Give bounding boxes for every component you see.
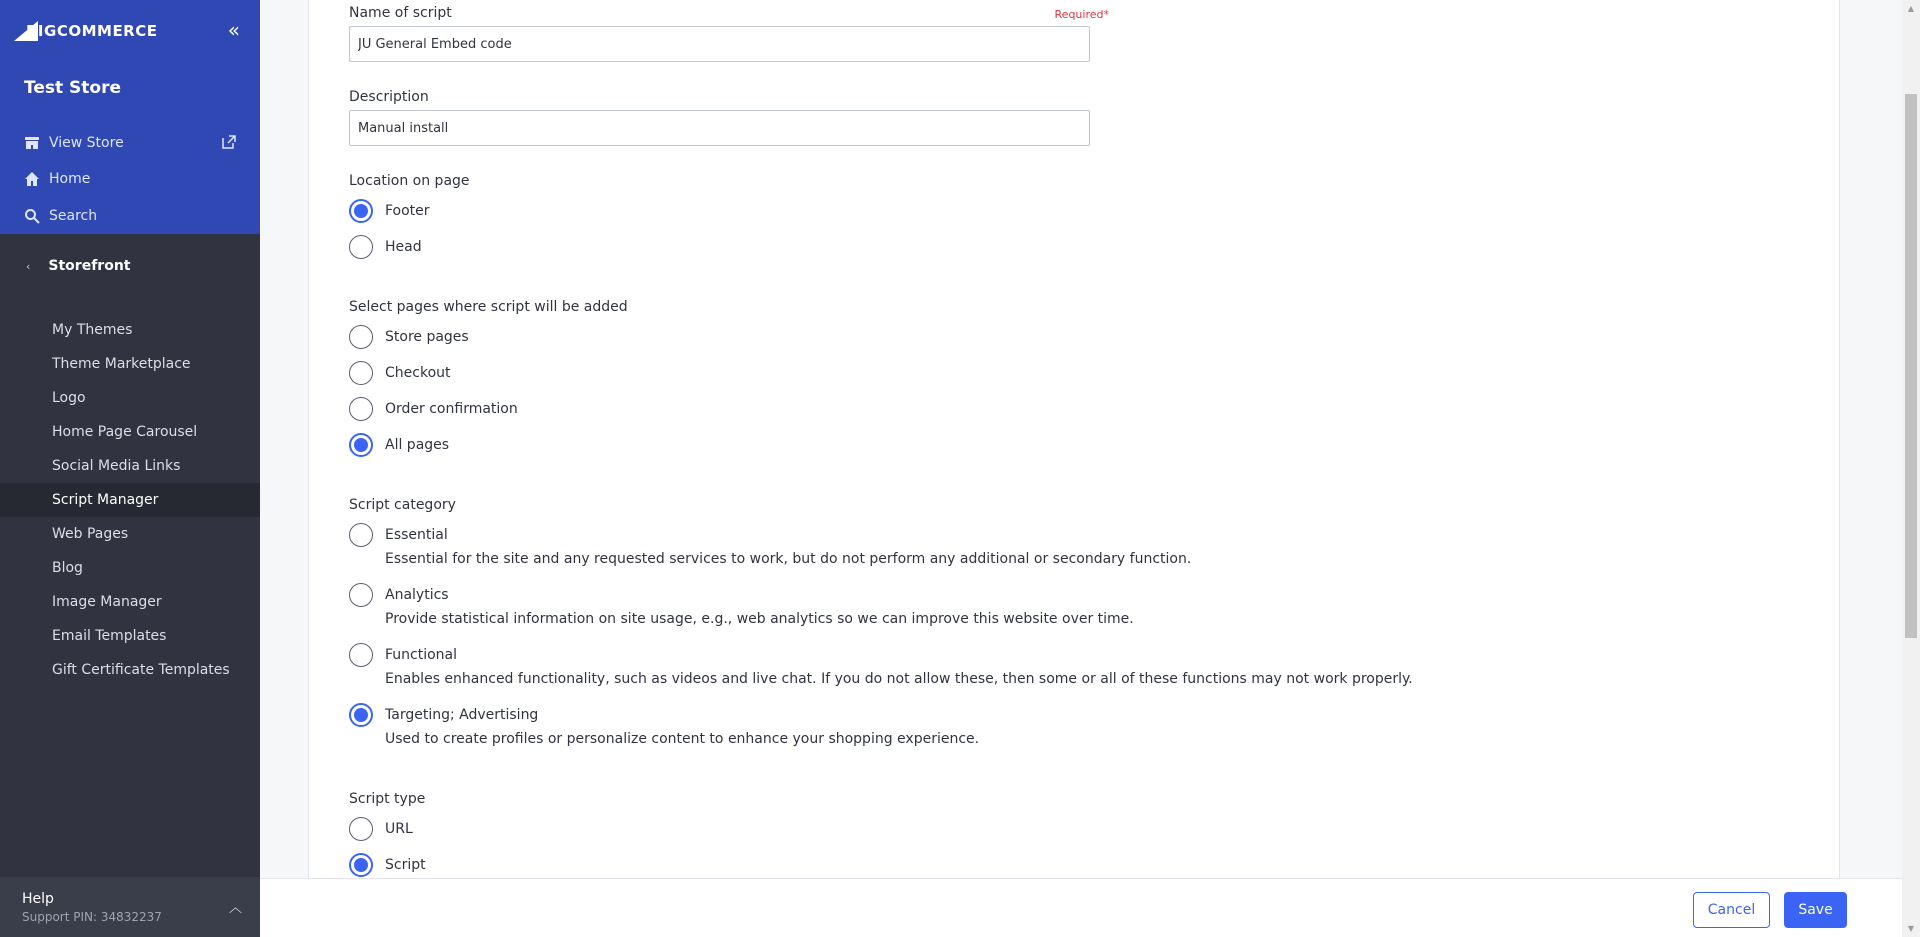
sidebar-item-gift-certificate-templates[interactable]: Gift Certificate Templates: [52, 662, 230, 678]
category-option-targeting[interactable]: [349, 703, 538, 727]
name-of-script-label: Name of script: [349, 5, 452, 21]
cancel-button[interactable]: Cancel: [1693, 892, 1770, 928]
radio-label: Essential: [385, 527, 448, 543]
radio-label: Checkout: [385, 365, 451, 381]
radio-icon[interactable]: [349, 361, 373, 385]
sidebar: [0, 0, 260, 937]
sidebar-item-blog[interactable]: Blog: [52, 560, 83, 576]
location-label: Location on page: [349, 173, 470, 189]
search-icon: [24, 208, 40, 224]
home-icon: [24, 171, 40, 187]
sidebar-item-image-manager[interactable]: Image Manager: [52, 594, 162, 610]
chevron-left-icon: ‹: [26, 259, 31, 273]
script-form-card: [308, 0, 1840, 878]
main-content: [260, 0, 1888, 878]
pages-option-checkout[interactable]: [349, 361, 451, 385]
category-description-essential: Essential for the site and any requested services to work, but do not perform any additional or secondary function.: [385, 551, 1192, 567]
pages-option-all-pages[interactable]: [349, 433, 449, 457]
sidebar-item-my-themes[interactable]: My Themes: [52, 322, 133, 338]
category-label: Script category: [349, 497, 456, 513]
radio-label: Store pages: [385, 329, 469, 345]
radio-label: Script: [385, 857, 426, 873]
search-label: Search: [49, 208, 98, 224]
required-indicator: Required*: [1054, 8, 1109, 21]
logo-text: BIGCOMMERCE: [26, 22, 158, 40]
radio-icon[interactable]: [349, 817, 373, 841]
category-description-functional: Enables enhanced functionality, such as videos and live chat. If you do not allow these, then some or all of these functions may not work properly.: [385, 671, 1413, 687]
radio-icon[interactable]: [349, 397, 373, 421]
radio-icon[interactable]: [349, 325, 373, 349]
radio-label: Footer: [385, 203, 430, 219]
page-scrollbar[interactable]: [1902, 0, 1920, 937]
type-option-url[interactable]: [349, 817, 413, 841]
store-name: Test Store: [24, 78, 121, 98]
sidebar-header: [0, 0, 260, 234]
radio-selected-icon[interactable]: [349, 433, 373, 457]
category-option-functional[interactable]: [349, 643, 457, 667]
sidebar-item-logo[interactable]: Logo: [52, 390, 86, 406]
radio-icon[interactable]: [349, 643, 373, 667]
storefront-icon: [24, 135, 40, 151]
support-pin: Support PIN: 34832237: [22, 910, 162, 924]
pages-option-order-confirmation[interactable]: [349, 397, 518, 421]
category-option-essential[interactable]: [349, 523, 448, 547]
radio-label: All pages: [385, 437, 450, 453]
action-bar: [260, 878, 1902, 937]
scroll-down-arrow-icon[interactable]: ▼: [1907, 924, 1915, 933]
radio-label: Head: [385, 239, 422, 255]
save-button[interactable]: Save: [1784, 892, 1847, 928]
home-label: Home: [49, 171, 91, 187]
sidebar-item-web-pages[interactable]: Web Pages: [52, 526, 129, 542]
search-link[interactable]: [24, 205, 97, 227]
radio-selected-icon[interactable]: [349, 199, 373, 223]
category-option-analytics[interactable]: [349, 583, 449, 607]
radio-selected-icon[interactable]: [349, 853, 373, 877]
radio-label: Order confirmation: [385, 401, 518, 417]
category-description-targeting: Used to create profiles or personalize content to enhance your shopping experience.: [385, 731, 980, 747]
sidebar-item-social-media-links[interactable]: Social Media Links: [52, 458, 181, 474]
home-link[interactable]: [24, 168, 90, 190]
radio-label: Targeting; Advertising: [385, 707, 539, 723]
sidebar-item-script-manager[interactable]: Script Manager: [0, 483, 260, 517]
view-store-link[interactable]: [24, 132, 124, 154]
type-option-script[interactable]: [349, 853, 426, 877]
sidebar-item-home-page-carousel[interactable]: Home Page Carousel: [52, 424, 198, 440]
help-panel[interactable]: [0, 877, 260, 937]
scroll-thumb[interactable]: [1905, 94, 1917, 638]
view-store-label: View Store: [49, 135, 124, 151]
radio-label: Analytics: [385, 587, 449, 603]
sidebar-item-theme-marketplace[interactable]: Theme Marketplace: [52, 356, 191, 372]
location-option-footer[interactable]: [349, 199, 430, 223]
radio-icon[interactable]: [349, 235, 373, 259]
description-label: Description: [349, 89, 429, 105]
description-input[interactable]: [349, 110, 1090, 146]
radio-label: URL: [385, 821, 413, 837]
chevron-up-icon[interactable]: ︿: [228, 901, 242, 916]
sidebar-item-email-templates[interactable]: Email Templates: [52, 628, 167, 644]
collapse-sidebar-icon[interactable]: «: [227, 18, 240, 42]
pages-label: Select pages where script will be added: [349, 299, 628, 315]
location-option-head[interactable]: [349, 235, 422, 259]
storefront-section-back[interactable]: [0, 252, 260, 280]
storefront-menu: [0, 313, 260, 687]
radio-selected-icon[interactable]: [349, 703, 373, 727]
radio-label: Functional: [385, 647, 458, 663]
script-name-input[interactable]: [349, 26, 1090, 62]
radio-icon[interactable]: [349, 583, 373, 607]
external-link-icon[interactable]: [222, 135, 236, 149]
help-label: Help: [22, 891, 54, 907]
category-description-analytics: Provide statistical information on site usage, e.g., web analytics so we can improve this website over time.: [385, 611, 1134, 627]
radio-icon[interactable]: [349, 523, 373, 547]
script-type-label: Script type: [349, 791, 426, 807]
scroll-up-arrow-icon[interactable]: ▲: [1907, 4, 1915, 13]
section-title: Storefront: [48, 258, 131, 274]
pages-option-store-pages[interactable]: [349, 325, 469, 349]
bigcommerce-logo[interactable]: [14, 20, 158, 42]
